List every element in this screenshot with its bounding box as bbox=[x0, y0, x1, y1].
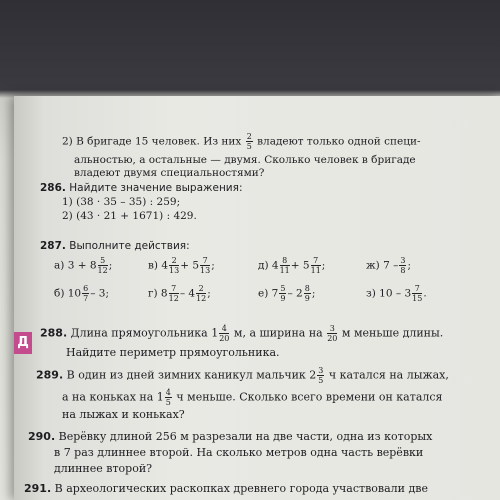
problem-286-title bbox=[40, 182, 243, 194]
problem-291-line1 bbox=[24, 482, 428, 495]
expr-text: – 2 bbox=[287, 287, 303, 300]
expr-text: е) 7 bbox=[258, 287, 279, 300]
fraction: $\frac{4}{20}$ bbox=[219, 324, 230, 343]
fraction: $\frac{2}{13}$ bbox=[169, 256, 180, 275]
expr-text: б) 10 bbox=[54, 287, 82, 300]
expr-end: ; bbox=[311, 287, 316, 300]
problem-text: Выполните действия: bbox=[69, 240, 190, 252]
expr-end: ; bbox=[207, 287, 211, 300]
task2-text-a: 2) В бригаде 15 человек. Из них bbox=[62, 135, 242, 148]
section-tag: Д bbox=[14, 332, 32, 354]
expr-g bbox=[148, 284, 211, 303]
problem-288-line2: Найдите периметр прямоугольника. bbox=[66, 346, 280, 359]
problem-text: Длина прямоугольника 1 bbox=[70, 326, 219, 340]
problem-text: В один из дней зимних каникул мальчик 2 bbox=[66, 368, 317, 382]
textbook-page bbox=[14, 96, 500, 500]
problem-number: 286. bbox=[40, 182, 66, 194]
expr-text: г) 8 bbox=[148, 287, 168, 300]
problem-text: ч меньше. Сколько всего времени он катался bbox=[176, 390, 443, 404]
fraction: $\frac{2}{12}$ bbox=[196, 284, 207, 303]
expr-text: + 5 bbox=[180, 259, 200, 272]
problem-number: 288. bbox=[40, 326, 68, 340]
expr-end: ; bbox=[108, 259, 113, 272]
expr-end: – 3; bbox=[90, 287, 110, 300]
expr-text: а) 3 + 8 bbox=[54, 259, 97, 272]
fraction: $\frac{5}{9}$ bbox=[280, 284, 286, 303]
fraction: $\frac{7}{13}$ bbox=[200, 256, 211, 275]
task2-line3: владеют двумя специальностями? bbox=[74, 167, 265, 179]
task2-text-b: владеют только одной специ- bbox=[257, 135, 421, 148]
fraction: $\frac{7}{11}$ bbox=[310, 256, 321, 275]
expr-v bbox=[148, 256, 215, 275]
problem-text: а на коньках на 1 bbox=[62, 390, 164, 404]
problem-text: м меньше длины. bbox=[341, 326, 444, 340]
fraction: $\frac{7}{15}$ bbox=[412, 284, 423, 303]
expr-e bbox=[258, 284, 315, 303]
fraction: $\frac{2}{5}$ bbox=[246, 132, 252, 151]
expr-text: в) 4 bbox=[148, 259, 169, 272]
fraction: $\frac{5}{12}$ bbox=[97, 256, 108, 275]
fraction: $\frac{6}{7}$ bbox=[83, 284, 89, 303]
expr-a bbox=[54, 256, 112, 275]
fraction: $\frac{8}{9}$ bbox=[304, 284, 310, 303]
problem-289-line1 bbox=[36, 366, 449, 385]
fraction: $\frac{4}{5}$ bbox=[165, 388, 171, 407]
fraction: $\frac{8}{11}$ bbox=[279, 256, 290, 275]
expr-z bbox=[366, 284, 427, 303]
expr-d bbox=[258, 256, 325, 275]
problem-text: м, а ширина на bbox=[233, 326, 323, 340]
problem-number: 287. bbox=[40, 240, 66, 252]
problem-number: 291. bbox=[24, 482, 52, 495]
problem-text: Найдите значение выражения: bbox=[69, 182, 243, 194]
problem-289-line2 bbox=[62, 388, 442, 407]
expr-end: ; bbox=[211, 259, 215, 272]
expr-zh bbox=[366, 256, 411, 275]
fraction: $\frac{3}{20}$ bbox=[327, 324, 338, 343]
expr-text: – 4 bbox=[179, 287, 196, 300]
expr-text: д) 4 bbox=[258, 259, 279, 272]
expr-end: ; bbox=[407, 259, 412, 272]
expr-b bbox=[54, 284, 109, 303]
problem-text: ч катался на лыжах, bbox=[328, 368, 449, 382]
task2-line1 bbox=[62, 132, 421, 151]
problem-text: Верёвку длиной 256 м разрезали на две части, одна из которых bbox=[58, 430, 433, 443]
fraction: $\frac{7}{12}$ bbox=[168, 284, 179, 303]
problem-288-line1 bbox=[40, 324, 443, 343]
problem-text: В археологических раскопках древнего города участвовали две bbox=[54, 482, 428, 495]
task2-line2: альностью, а остальные — двумя. Сколько человек в бригаде bbox=[74, 154, 416, 166]
problem-287-title bbox=[40, 240, 190, 252]
expr-end: ; bbox=[321, 259, 326, 272]
fraction: $\frac{3}{5}$ bbox=[318, 366, 324, 385]
problem-290-line1 bbox=[28, 430, 432, 443]
problem-286-item-1: 1) (38 · 35 – 35) : 259; bbox=[62, 196, 181, 208]
expr-text: з) 10 – 3 bbox=[366, 287, 412, 300]
problem-290-line3: длиннее второй? bbox=[54, 462, 153, 475]
expr-text: ж) 7 – bbox=[366, 259, 399, 272]
problem-289-line3: на лыжах и коньках? bbox=[62, 408, 185, 421]
expr-text: + 5 bbox=[290, 259, 310, 272]
problem-number: 289. bbox=[36, 368, 64, 382]
fraction: $\frac{3}{8}$ bbox=[400, 256, 406, 275]
problem-number: 290. bbox=[28, 430, 56, 443]
problem-290-line2: в 7 раз длиннее второй. На сколько метров одна часть верёвки bbox=[54, 446, 424, 459]
expr-end: . bbox=[423, 287, 427, 300]
problem-286-item-2: 2) (43 · 21 + 1671) : 429. bbox=[62, 210, 197, 222]
